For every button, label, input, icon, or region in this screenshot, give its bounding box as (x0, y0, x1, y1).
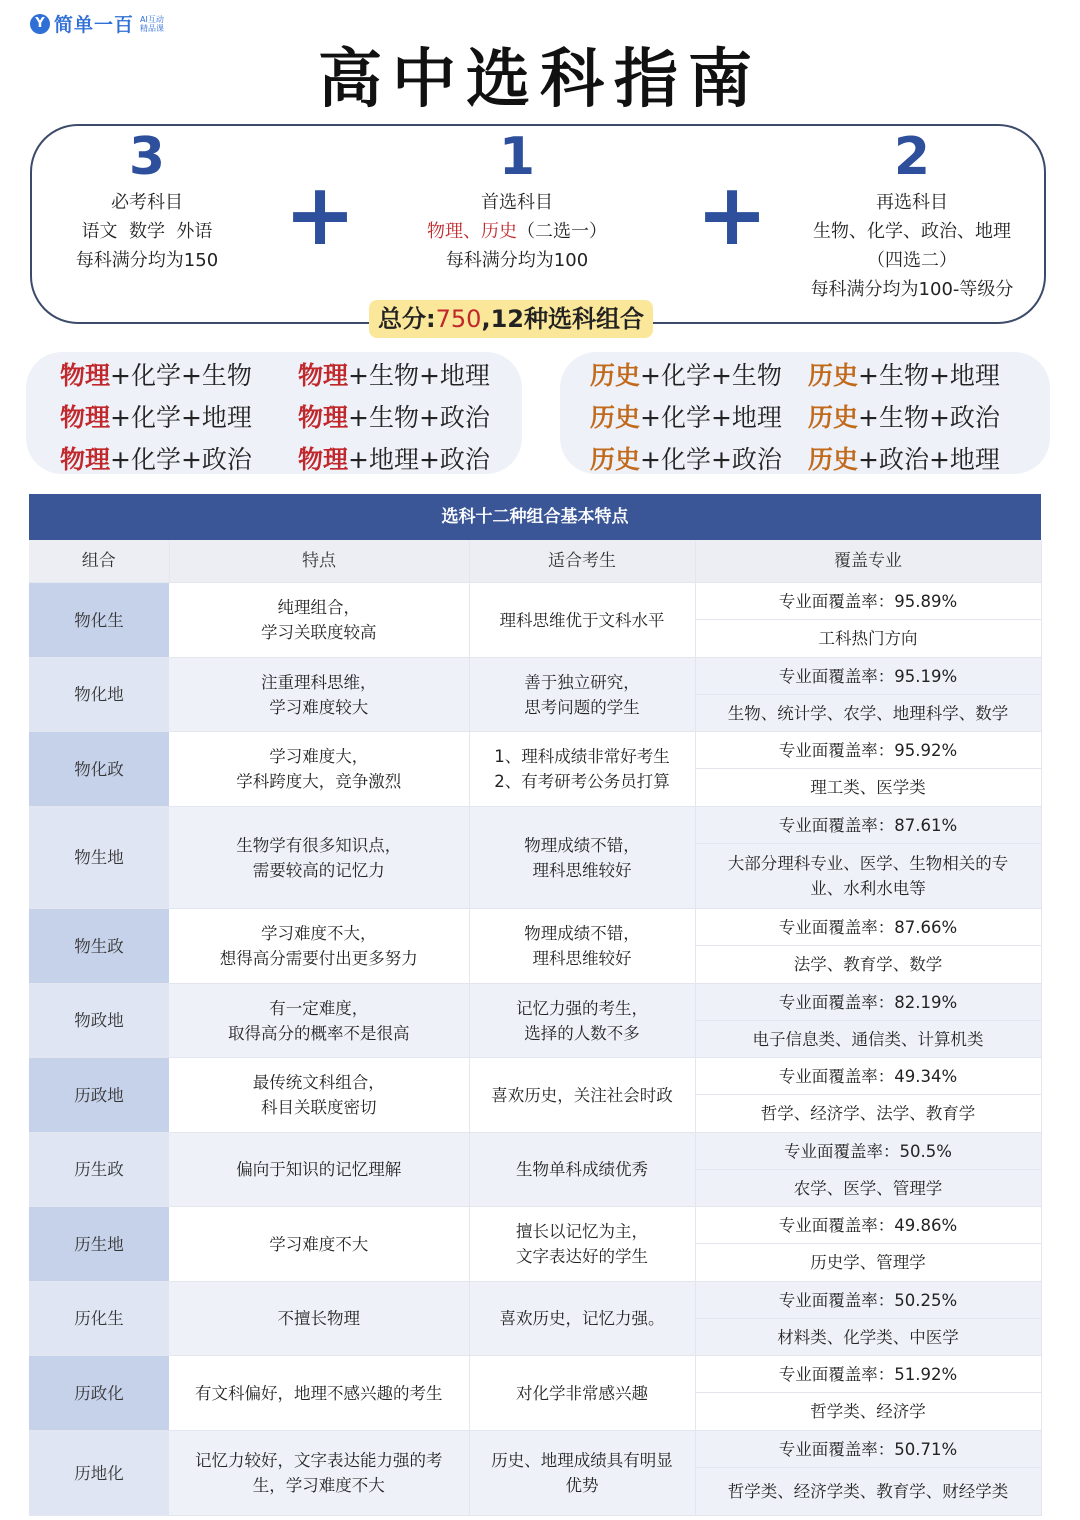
coverage-rate: 专业面覆盖率：50.25% (696, 1282, 1041, 1319)
table-row (29, 1282, 1041, 1356)
fit-line: 擅长以记忆为主， (516, 1222, 648, 1241)
feature-cell (169, 807, 469, 909)
feature-line: 科目关联度密切 (261, 1098, 377, 1117)
coverage-cell (695, 1133, 1041, 1207)
fit-line: 善于独立研究， (524, 672, 640, 692)
fit-line: 理科思维较好 (532, 949, 632, 968)
required-count: 3 (128, 127, 166, 187)
fit-cell (469, 658, 695, 732)
feature-cell (169, 1356, 469, 1431)
logo-mark-icon: Y (30, 14, 50, 34)
total-value: 750 (435, 305, 482, 333)
combo-name-cell: 历化生 (29, 1282, 169, 1356)
second-choice-score: 每科满分均为100-等级分 (810, 279, 1014, 300)
coverage-rate: 专业面覆盖率：95.89% (696, 583, 1041, 620)
first-choice-count: 1 (498, 127, 536, 187)
coverage-rate: 专业面覆盖率：49.86% (696, 1207, 1041, 1244)
feature-line: 学习难度大， (269, 747, 369, 766)
feature-line: 不擅长物理 (277, 1309, 360, 1328)
coverage-rate: 专业面覆盖率：49.34% (696, 1058, 1041, 1095)
table-row (29, 807, 1041, 909)
coverage-cell (695, 583, 1041, 658)
first-choice-score: 每科满分均为100 (445, 250, 589, 271)
table-row (29, 1133, 1041, 1207)
fit-cell (469, 1133, 695, 1207)
table-row (29, 658, 1041, 732)
logo-tag-line: 精品课 (140, 23, 165, 33)
total-prefix: 总分: (378, 305, 436, 333)
fit-cell (469, 984, 695, 1058)
table-row (29, 984, 1041, 1058)
table-row (29, 1356, 1041, 1431)
feature-line: 学习难度不大 (269, 1234, 369, 1254)
coverage-majors (696, 844, 1041, 908)
fit-line: 思考问题的学生 (524, 697, 640, 717)
subject-summary-box (30, 124, 1046, 324)
combo-features-table (29, 494, 1041, 1516)
table-row (29, 1058, 1041, 1133)
fit-line: 优势 (565, 1476, 599, 1495)
feature-cell (169, 1133, 469, 1207)
second-choice-note: （四选二） (867, 250, 957, 271)
feature-line: 学科跨度大，竞争激烈 (236, 772, 402, 791)
combo-item: 历史+化学+生物 (590, 361, 782, 390)
coverage-majors (696, 1170, 1041, 1206)
table-row (29, 1207, 1041, 1282)
feature-line: 有文科偏好，地理不感兴趣的考生 (195, 1383, 443, 1403)
required-subjects: 语文 数学 外语 (81, 221, 213, 242)
physics-combos-panel (26, 352, 522, 474)
feature-line: 纯理组合， (277, 598, 360, 617)
second-choice-subjects: 生物、化学、政治、地理 (813, 221, 1011, 242)
feature-cell (169, 658, 469, 732)
fit-line: 2、有考研考公务员打算 (494, 772, 670, 791)
feature-line: 记忆力较好，文字表达能力强的考 (195, 1451, 443, 1470)
combo-name-cell: 物生政 (29, 909, 169, 984)
fit-cell (469, 909, 695, 984)
feature-line: 偏向于知识的记忆理解 (236, 1160, 402, 1179)
combo-name-cell: 物化地 (29, 658, 169, 732)
first-choice-block (402, 126, 632, 275)
majors-line: 大部分理科专业、医学、生物相关的专 (727, 854, 1009, 873)
combo-item: 历史+化学+地理 (590, 403, 782, 432)
header-majors: 覆盖专业 (695, 540, 1041, 583)
coverage-majors (696, 1468, 1041, 1515)
header-fit: 适合考生 (469, 540, 695, 583)
fit-line: 1、理科成绩非常好考生 (494, 747, 670, 766)
history-combos-panel (560, 352, 1050, 474)
fit-cell (469, 583, 695, 658)
fit-cell (469, 732, 695, 807)
combo-name-cell: 历政地 (29, 1058, 169, 1133)
table-caption: 选科十二种组合基本特点 (29, 494, 1041, 540)
feature-line: 学习难度不大， (261, 924, 377, 943)
combo-name-cell: 历地化 (29, 1431, 169, 1516)
total-score-badge (369, 300, 653, 338)
second-choice-label: 再选科目 (876, 192, 948, 213)
coverage-rate: 专业面覆盖率：50.5% (696, 1133, 1041, 1170)
feature-line: 生物学有很多知识点， (236, 835, 402, 855)
majors-line: 理工类、医学类 (810, 778, 926, 797)
required-score: 每科满分均为150 (75, 250, 219, 271)
first-choice-note: （二选一） (517, 221, 607, 242)
combo-name-cell: 历生地 (29, 1207, 169, 1282)
first-choice-label: 首选科目 (481, 192, 553, 213)
fit-cell (469, 1207, 695, 1282)
fit-line: 文字表达好的学生 (516, 1247, 648, 1266)
table-row (29, 732, 1041, 807)
coverage-cell (695, 1207, 1041, 1282)
required-subjects-block (42, 126, 252, 275)
combo-name-cell: 历生政 (29, 1133, 169, 1207)
combo-item: 历史+化学+政治 (590, 445, 782, 474)
combo-item: 物理+化学+地理 (60, 403, 252, 432)
feature-cell (169, 909, 469, 984)
combo-item: 物理+生物+政治 (298, 403, 490, 432)
plus-icon: + (284, 165, 357, 265)
coverage-majors (696, 1319, 1041, 1355)
combo-item: 物理+化学+生物 (60, 361, 252, 390)
coverage-rate: 专业面覆盖率：95.92% (696, 732, 1041, 769)
coverage-rate: 专业面覆盖率：95.19% (696, 658, 1041, 695)
logo-name: 简单一百 (54, 14, 135, 36)
fit-line: 记忆力强的考生， (516, 998, 648, 1018)
majors-line: 生物、统计学、农学、地理科学、数学 (727, 703, 1009, 723)
coverage-cell (695, 984, 1041, 1058)
majors-line: 哲学类、经济学类、教育学、财经学类 (727, 1482, 1009, 1501)
coverage-majors (696, 695, 1041, 731)
majors-line: 业、水利水电等 (810, 879, 926, 898)
combo-item: 历史+生物+地理 (808, 361, 1000, 390)
coverage-majors (696, 1244, 1041, 1281)
fit-line: 物理成绩不错， (524, 835, 640, 855)
fit-cell (469, 807, 695, 909)
coverage-majors (696, 946, 1041, 983)
fit-line: 理科思维较好 (532, 860, 632, 880)
feature-cell (169, 1282, 469, 1356)
feature-line: 生，学习难度不大 (252, 1476, 385, 1495)
fit-line: 生物单科成绩优秀 (516, 1160, 648, 1179)
feature-line: 最传统文科组合， (252, 1073, 385, 1092)
combo-name-cell: 物生地 (29, 807, 169, 909)
combo-name-cell: 物化政 (29, 732, 169, 807)
combo-name-cell: 物化生 (29, 583, 169, 658)
fit-line: 物理成绩不错， (524, 924, 640, 943)
feature-line: 学习难度较大 (269, 697, 369, 717)
majors-line: 农学、医学、管理学 (793, 1178, 943, 1198)
feature-line: 学习关联度较高 (261, 623, 377, 642)
feature-cell (169, 1207, 469, 1282)
fit-cell (469, 1431, 695, 1516)
coverage-cell (695, 1356, 1041, 1431)
feature-line: 想得高分需要付出更多努力 (219, 949, 418, 968)
majors-line: 工科热门方向 (818, 629, 918, 648)
coverage-cell (695, 909, 1041, 984)
fit-line: 理科思维优于文科水平 (499, 610, 665, 630)
coverage-cell (695, 658, 1041, 732)
coverage-cell (695, 1058, 1041, 1133)
first-choice-subjects: 物理、历史 (427, 221, 517, 242)
feature-cell (169, 1058, 469, 1133)
combo-name-cell: 物政地 (29, 984, 169, 1058)
feature-line: 注重理科思维， (261, 672, 377, 692)
fit-line: 喜欢历史，记忆力强。 (499, 1309, 665, 1328)
coverage-rate: 专业面覆盖率：87.61% (696, 807, 1041, 844)
coverage-rate: 专业面覆盖率：82.19% (696, 984, 1041, 1021)
coverage-majors (696, 1095, 1041, 1132)
combo-item: 物理+化学+政治 (60, 445, 252, 474)
majors-line: 哲学类、经济学 (810, 1402, 926, 1421)
coverage-majors (696, 1021, 1041, 1057)
logo-tag-line: AI互动 (140, 14, 164, 24)
total-suffix: ,12种选科组合 (481, 305, 644, 333)
majors-line: 哲学、经济学、法学、教育学 (760, 1104, 976, 1123)
combo-item: 物理+地理+政治 (298, 445, 490, 474)
combo-item: 物理+生物+地理 (298, 361, 490, 390)
feature-cell (169, 984, 469, 1058)
plus-icon: + (696, 165, 769, 265)
majors-line: 历史学、管理学 (810, 1253, 926, 1272)
combo-name-cell: 历政化 (29, 1356, 169, 1431)
required-label: 必考科目 (111, 192, 183, 213)
coverage-rate: 专业面覆盖率：87.66% (696, 909, 1041, 946)
fit-cell (469, 1058, 695, 1133)
feature-cell (169, 1431, 469, 1516)
table-row (29, 583, 1041, 658)
fit-cell (469, 1356, 695, 1431)
fit-line: 喜欢历史，关注社会时政 (491, 1085, 673, 1105)
fit-line: 选择的人数不多 (524, 1023, 640, 1043)
second-choice-block (792, 126, 1032, 304)
majors-line: 电子信息类、通信类、计算机类 (752, 1029, 984, 1049)
fit-line: 对化学非常感兴趣 (516, 1383, 648, 1403)
fit-cell (469, 1282, 695, 1356)
feature-line: 取得高分的概率不是很高 (228, 1023, 410, 1043)
feature-cell (169, 732, 469, 807)
coverage-rate: 专业面覆盖率：51.92% (696, 1356, 1041, 1393)
coverage-cell (695, 732, 1041, 807)
coverage-majors (696, 620, 1041, 657)
page-title: 高中选科指南 (318, 43, 762, 117)
coverage-rate: 专业面覆盖率：50.71% (696, 1431, 1041, 1468)
feature-line: 有一定难度， (269, 998, 369, 1018)
header-combo: 组合 (29, 540, 169, 583)
table-row (29, 1431, 1041, 1516)
table-row (29, 909, 1041, 984)
majors-line: 材料类、化学类、中医学 (777, 1327, 959, 1347)
coverage-cell (695, 807, 1041, 909)
combo-item: 历史+政治+地理 (808, 445, 1000, 474)
header-feature: 特点 (169, 540, 469, 583)
coverage-majors (696, 769, 1041, 806)
feature-cell (169, 583, 469, 658)
majors-line: 法学、教育学、数学 (793, 955, 943, 974)
combo-item: 历史+生物+政治 (808, 403, 1000, 432)
feature-line: 需要较高的记忆力 (252, 860, 385, 880)
second-choice-count: 2 (893, 127, 931, 187)
coverage-majors (696, 1393, 1041, 1430)
fit-line: 历史、地理成绩具有明显 (491, 1451, 673, 1470)
coverage-cell (695, 1431, 1041, 1516)
coverage-cell (695, 1282, 1041, 1356)
